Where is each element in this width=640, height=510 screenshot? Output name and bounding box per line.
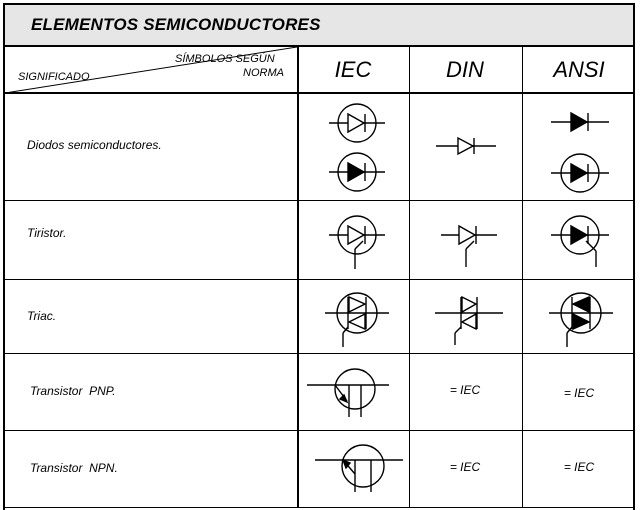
- page-title: ELEMENTOS SEMICONDUCTORES: [31, 15, 321, 34]
- triac-circled-icon: [321, 287, 393, 351]
- npn-transistor-icon: [311, 438, 407, 498]
- meaning-label: SIGNIFICADO: [18, 71, 90, 83]
- npn-ansi-equals-iec: = IEC: [563, 460, 595, 474]
- symbol-table: [3, 3, 635, 510]
- norm-label: NORMA: [243, 67, 284, 79]
- column-divider: [409, 47, 410, 507]
- pnp-ansi-equals-iec: = IEC: [563, 386, 595, 400]
- symbols-label: SÍMBOLOS SEGÚN: [175, 53, 275, 65]
- thyristor-circled-icon: [327, 213, 387, 273]
- title-bar: [5, 5, 633, 47]
- row-label-thyristor: Tiristor.: [27, 226, 67, 240]
- row-divider: [5, 353, 633, 354]
- row-label-triac: Triac.: [27, 309, 57, 323]
- thyristor-icon: [441, 221, 497, 269]
- thyristor-ansi-icon: [549, 213, 611, 273]
- npn-din-equals-iec: = IEC: [449, 460, 481, 474]
- column-divider: [522, 47, 523, 507]
- column-divider: [297, 47, 299, 507]
- pnp-din-equals-iec: = IEC: [449, 383, 481, 397]
- triac-ansi-icon: [545, 287, 617, 351]
- diode-pair-circled-icon: [327, 101, 387, 191]
- row-divider: [5, 200, 633, 201]
- row-divider: [5, 279, 633, 280]
- column-header-din: DIN: [446, 57, 484, 82]
- row-label-diodes: Diodos semiconductores.: [27, 138, 162, 152]
- row-label-pnp: Transistor PNP.: [30, 384, 116, 398]
- row-label-npn: Transistor NPN.: [30, 461, 118, 475]
- diode-pair-ansi-icon: [549, 107, 611, 193]
- column-header-ansi: ANSI: [553, 57, 605, 82]
- triac-icon: [433, 291, 505, 347]
- diode-icon: [436, 135, 496, 157]
- row-divider: [5, 507, 633, 508]
- pnp-transistor-icon: [303, 361, 393, 421]
- column-header-iec: IEC: [334, 57, 372, 82]
- row-divider: [5, 430, 633, 431]
